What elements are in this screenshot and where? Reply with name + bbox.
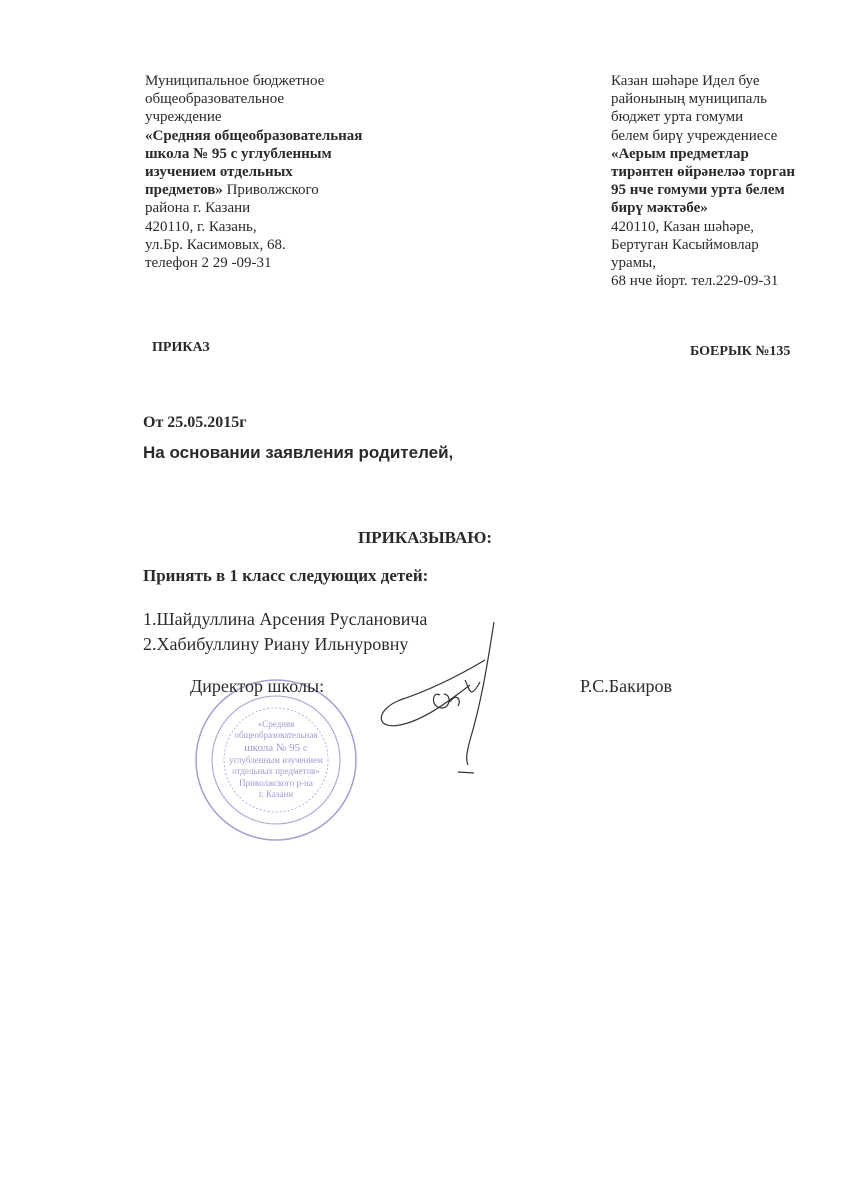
header-line: 95 нче гомуми урта белем — [611, 182, 785, 199]
list-item: 2.Хабибуллину Риану Ильнуровну — [143, 634, 409, 654]
signature-name: Р.С.Бакиров — [580, 676, 672, 696]
header-line: бюджет урта гомуми — [611, 109, 744, 126]
header-line: изучением отдельных — [145, 164, 293, 181]
header-line: 420110, г. Казань, — [145, 218, 257, 235]
order-command: ПРИКАЗЫВАЮ: — [358, 528, 493, 547]
stamp-text: Приволжского р-на — [239, 778, 313, 788]
header-line: телефон 2 29 -09-31 — [145, 255, 272, 272]
school-stamp — [190, 675, 370, 845]
header-line: Бертуган Касыймовлар — [611, 236, 759, 253]
bold-text: предметов» — [145, 182, 223, 199]
stamp-text: общеобразовательная — [234, 730, 318, 740]
header-line: белем бирү учреждениесе — [611, 127, 778, 144]
order-label-ru: ПРИКАЗ — [152, 340, 210, 355]
order-basis: На основании заявления родителей, — [143, 443, 454, 462]
header-line — [145, 181, 362, 199]
header-line: тирәнтен өйрәнеләә торган — [611, 164, 795, 181]
header-line: «Аерым предметлар — [611, 145, 749, 162]
header-line: урамы, — [611, 255, 656, 272]
header-line: «Средняя общеобразовательная — [145, 127, 363, 144]
header-line: учреждение — [145, 109, 222, 126]
header-right — [611, 72, 795, 290]
stamp-text: углубленным изучением — [229, 755, 323, 765]
stamp-text: г. Казани — [258, 789, 294, 799]
header-left — [145, 72, 362, 272]
header-line: Муниципальное бюджетное — [145, 73, 325, 89]
signature-handwriting — [370, 620, 510, 780]
list-item: 1.Шайдуллина Арсения Руслановича — [143, 609, 428, 629]
header-line: 420110, Казан шәһәре, — [611, 218, 755, 235]
header-line: района г. Казани — [145, 200, 251, 217]
header-line: 68 нче йорт. тел.229-09-31 — [611, 273, 779, 290]
stamp-text: «Средняя — [257, 719, 295, 729]
stamp-text: отдельных предметов» — [232, 766, 320, 776]
stamp-text: школа № 95 с — [244, 742, 308, 754]
header-line: ул.Бр. Касимовых, 68. — [145, 236, 286, 253]
header-line: районының муниципаль — [611, 91, 767, 108]
order-label-tt: БОЕРЫК №135 — [690, 344, 791, 359]
signature-title: Директор школы: — [190, 676, 325, 696]
header-line: школа № 95 с углубленным — [145, 145, 332, 162]
order-instruction: Принять в 1 класс следующих детей: — [143, 566, 429, 585]
text: Приволжского — [222, 182, 319, 199]
header-line: Казан шәһәре Идел буе — [611, 73, 760, 89]
header-line: бирү мәктәбе» — [611, 200, 708, 217]
header-line: общеобразовательное — [145, 91, 285, 108]
order-date: От 25.05.2015г — [143, 414, 247, 431]
